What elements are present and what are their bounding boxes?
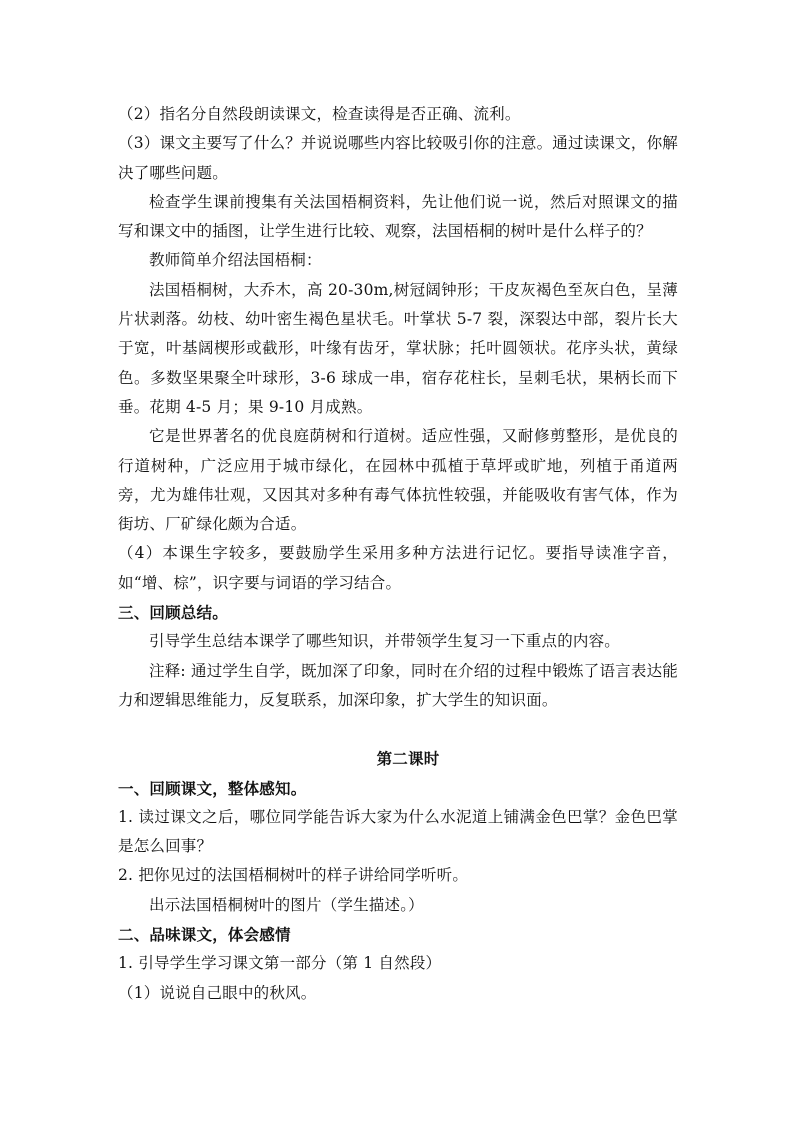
paragraph-plane-tree-description: 法国梧桐树，大乔木，高 20-30m,树冠阔钟形；干皮灰褐色至灰白色，呈薄片状剥落。幼枝、幼叶密生褐色星状毛。叶掌状 5-7 裂，深裂达中部，裂片长大于宽，叶基阔楔形或截形，叶缘有齿牙，掌状脉；托叶圆领状。花序头状，黄绿色。多数坚果聚全叶球形，3-6 球成一串，宿存花柱长，呈刺毛状，果柄长而下垂。花期 4-5 月；果 9-10 月成熟。 bbox=[118, 280, 678, 416]
section-heading-review-text: 一、回顾课文，整体感知。 bbox=[118, 778, 307, 798]
paragraph-main-content-question: （3）课文主要写了什么？并说说哪些内容比较吸引你的注意。通过读课文，你解决了哪些问题。 bbox=[118, 134, 678, 182]
paragraph-show-picture: 出示法国梧桐树叶的图片（学生描述。） bbox=[149, 895, 424, 914]
lesson-title-second-period: 第二课时 bbox=[376, 749, 440, 769]
paragraph-guide-summary: 引导学生总结本课学了哪些知识，并带领学生复习一下重点的内容。 bbox=[149, 632, 621, 651]
paragraph-plane-tree-usage: 它是世界著名的优良庭荫树和行道树。适应性强，又耐修剪整形，是优良的行道树种，广泛应用于城市绿化，在园林中孤植于草坪或旷地，列植于甬道两旁，尤为雄伟壮观，又因其对多种有毒气体抗性较强，并能吸收有害气体，作为街坊、厂矿绿化颇为合适。 bbox=[118, 427, 678, 534]
list-item-describe-leaves: 2. 把你见过的法国梧桐树叶的样子讲给同学听听。 bbox=[118, 866, 469, 885]
section-heading-review-summary: 三、回顾总结。 bbox=[118, 603, 228, 623]
paragraph-read-aloud-check: （2）指名分自然段朗读课文，检查读得是否正确、流利。 bbox=[118, 105, 521, 123]
paragraph-teacher-intro: 教师简单介绍法国梧桐： bbox=[149, 251, 322, 270]
section-heading-savor-text: 二、品味课文，体会感情 bbox=[118, 925, 291, 945]
paragraph-check-materials: 检查学生课前搜集有关法国梧桐资料，先让他们说一说，然后对照课文的描写和课文中的插图，让学生进行比较、观察，法国梧桐的树叶是什么样子的？ bbox=[118, 192, 678, 241]
paragraph-annotation: 注释: 通过学生自学，既加深了印象，同时在介绍的过程中锻炼了语言表达能力和逻辑思维能力，反复联系，加深印象，扩大学生的知识面。 bbox=[118, 661, 678, 709]
list-item-part-one: 1. 引导学生学习课文第一部分（第 1 自然段） bbox=[118, 954, 442, 973]
list-item-golden-palms-question: 1. 读过课文之后，哪位同学能告诉大家为什么水泥道上铺满金色巴掌？金色巴掌是怎么回事？ bbox=[118, 807, 678, 856]
list-item-autumn-wind: （1）说说自己眼中的秋风。 bbox=[118, 983, 317, 1002]
paragraph-new-characters: （4）本课生字较多，要鼓励学生采用多种方法进行记忆。要指导读准字音，如“增、棕”，识字要与词语的学习结合。 bbox=[118, 544, 678, 592]
document-body bbox=[118, 100, 678, 1008]
